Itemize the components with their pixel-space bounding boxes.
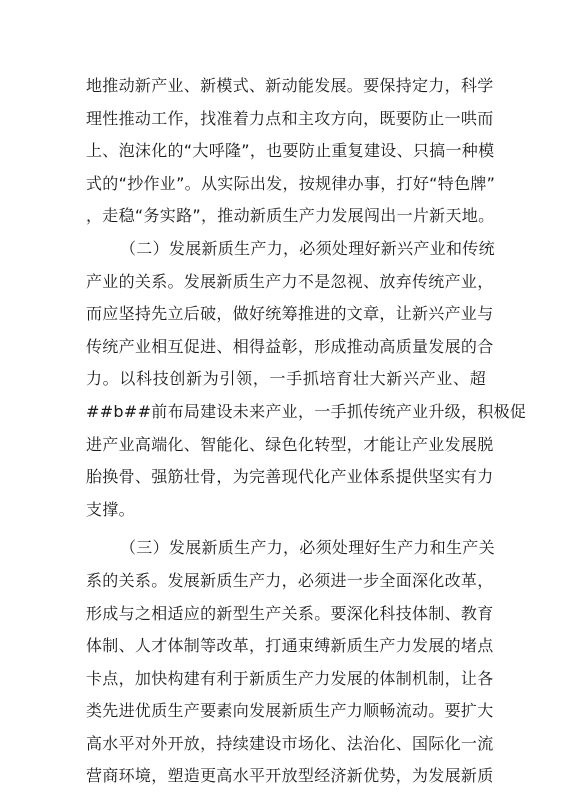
text-line: ，走稳“务实路”，推动新质生产力发展闯出一片新天地。: [86, 206, 495, 226]
text-line: 进产业高端化、智能化、绿色化转型，才能让产业发展脱: [86, 434, 494, 454]
text-line: 传统产业相互促进、相得益彰，形成推动高质量发展的合: [86, 336, 494, 356]
text-line: 胎换骨、强筋壮骨，为完善现代化产业体系提供坚实有力: [86, 467, 494, 487]
document-body: [86, 70, 527, 793]
paragraph-2: [86, 233, 527, 526]
text-line: （三）发展新质生产力，必须处理好生产力和生产关: [120, 538, 495, 558]
text-line: 地推动新产业、新模式、新动能发展。要保持定力，科学: [86, 76, 494, 95]
text-line: 支撑。: [86, 499, 135, 519]
text-line: 理性推动工作，找准着力点和主攻方向，既要防止一哄而: [86, 108, 494, 128]
text-line: 营商环境，塑造更高水平开放型经济新优势，为发展新质: [86, 766, 494, 786]
text-line: 而应坚持先立后破，做好统筹推进的文章，让新兴产业与: [86, 304, 494, 324]
text-line: 产业的关系。发展新质生产力不是忽视、放弃传统产业，: [86, 271, 494, 291]
paragraph-1: [86, 70, 496, 233]
text-line: 高水平对外开放，持续建设市场化、法治化、国际化一流: [86, 733, 494, 753]
text-line: 类先进优质生产要素向发展新质生产力顺畅流动。要扩大: [86, 701, 494, 721]
text-line: 形成与之相适应的新型生产关系。要深化科技体制、教育: [86, 603, 494, 623]
text-line: ##b##前布局建设未来产业，一手抓传统产业升级，积极促: [86, 401, 527, 421]
text-line: 式的“抄作业”。从实际出发，按规律办事，打好“特色牌”: [86, 173, 496, 193]
paragraph-3: [86, 532, 495, 793]
text-line: 系的关系。发展新质生产力，必须进一步全面深化改革，: [86, 570, 494, 590]
text-line: 体制、人才体制等改革，打通束缚新质生产力发展的堵点: [86, 636, 494, 656]
text-line: 力。以科技创新为引领，一手抓培育壮大新兴产业、超: [86, 369, 486, 389]
text-line: （二）发展新质生产力，必须处理好新兴产业和传统: [120, 238, 495, 258]
text-line: 卡点，加快构建有利于新质生产力发展的体制机制，让各: [86, 668, 494, 688]
text-line: 上、泡沫化的“大呼隆”，也要防止重复建设、只搞一种模: [86, 141, 495, 161]
